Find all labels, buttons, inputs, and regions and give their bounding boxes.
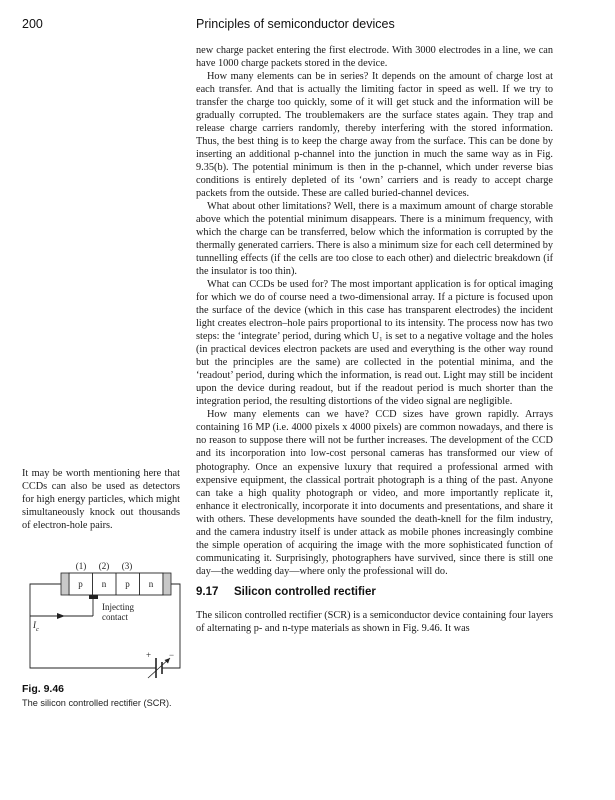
layer-n1: n — [101, 579, 107, 589]
battery-minus: − — [169, 650, 175, 660]
main-text-column — [196, 44, 553, 635]
contact-label-line-1: Injecting — [102, 602, 134, 612]
paragraph-2: How many elements can be in series? It depends on the amount of charge lost at each transfer. And that is actually the limiting factor in speed as well. If we try to transfer the charge too quickly, some of it will get stuck and the information will be gradually corrupted. The troublemakers are the surface states again. They trap and release charge carriers randomly, thereby interfering with the stored information. Thus, the best thing is to keep the charge away from the surface. This can be done by inserting an additional p-channel into the junction in much the same way as in Fig. 9.35(b). The potential minimum is then in the p-channel, which under reverse bias conditions is entirely depleted of its ‘own’ carriers and is ready to accept charge packets from the outside. These are called buried-channel devices. — [196, 71, 553, 200]
paragraph-1: new charge packet entering the first electrode. With 3000 electrodes in a line, we can have 1000 charge packets stored in the device. — [196, 45, 553, 70]
junction-label-1: (1) — [75, 561, 87, 571]
scr-figure — [22, 560, 187, 680]
layer-p1: p — [78, 579, 83, 589]
section-title: Silicon controlled rectifier — [234, 585, 376, 598]
battery-plus: + — [146, 650, 152, 660]
paragraph-5: How many elements can we have? CCD sizes have grown rapidly. Arrays containing 16 MP (i.e. 4000 pixels x 4000 pixels) are common nowadays, and there is no reason to suppose there will not be further increases. The development of the CCD and its incorporation into low-cost personal cameras has transformed our view of photography. Once an expensive luxury that required a professional armed with expensive equipment, the classical portrait photograph is a thing of the past. Anyone can take a high quality photograph or video, and more importantly replicate it, enhance it electronically, incorporate it into documents and presentations, and share it with others. These developments have sounded the death-knell for the film industry, and the camera industry itself is under attack as mobile phones increasingly combine the simple operation of acquiring the image with the more sophisticated function of communicating it. Surprisingly, photographers have survived, since there is still one day—the wedding day—where only the professional will do. — [196, 409, 553, 577]
layer-p2: p — [125, 579, 130, 589]
figure-label: Fig. 9.46 — [22, 683, 65, 695]
section-heading — [196, 585, 553, 599]
contact-label-line-2: contact — [102, 612, 128, 622]
junction-label-3: (3) — [121, 561, 133, 571]
page-number: 200 — [22, 17, 43, 31]
section-paragraph: The silicon controlled rectifier (SCR) is a semiconductor device containing four layers of alternating p- and n-type materials as shown in Fig. 9.46. It was — [196, 609, 553, 634]
margin-note: It may be worth mentioning here that CCDs can also be used as detectors for high energy particles, which might simultaneously knock out thousands of electron-hole pairs. — [22, 468, 180, 532]
left-contact — [61, 573, 69, 595]
paragraph-3: What about other limitations? Well, there is a maximum amount of charge storable above which the potential minimum disappears. There is a minimum frequency, with which the charge can be transferred, below which the information is corrupted by the thermally generated carriers. There is also a minimum size for each cell determined by tunnelling effects (if the cells are too close to each other) and dielectric breakdown (if the insulator is too thin). — [196, 201, 553, 278]
running-title: Principles of semiconductor devices — [196, 17, 395, 31]
figure-caption: The silicon controlled rectifier (SCR). — [22, 698, 172, 708]
section-number: 9.17 — [196, 585, 219, 598]
injecting-contact — [89, 595, 98, 599]
paragraph-4: What can CCDs be used for? The most important application is for optical imaging for which we do of course need a two-dimensional array. If a picture is focused upon the surface of the device (which in this case has transparent electrodes) the incident light creates electron–hole pairs proportional to its intensity. The process now has two steps: the ‘integrate’ period, during which U₁ is set to a negative voltage and the holes (in practical devices electron packets are used and everything is the other way round but the principles are the same) are collected in the potential minima, and the ‘readout’ period, during which the information, is read out. Light may still be incident upon the device during readout, but if the readout period is much shorter than the integration period, the resulting distortions of the video signal are negligible. — [196, 279, 553, 408]
right-contact — [163, 573, 171, 595]
junction-label-2: (2) — [98, 561, 110, 571]
scr-diagram — [22, 560, 187, 680]
current-arrow-icon — [57, 613, 65, 619]
layer-n2: n — [148, 579, 154, 589]
current-label: $I_c$ — [33, 620, 39, 633]
